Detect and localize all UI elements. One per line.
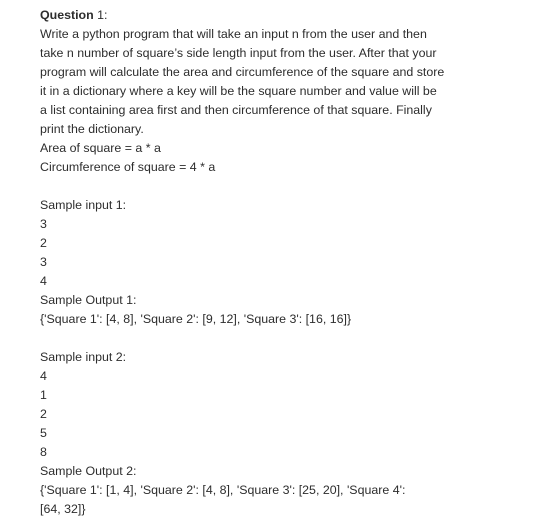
spacer — [40, 329, 510, 348]
formula-circumference: Circumference of square = 4 * a — [40, 160, 216, 174]
spacer — [40, 177, 510, 196]
sample-input-1-value: 4 — [40, 274, 47, 288]
sample-output-1-value: {'Square 1': [4, 8], 'Square 2': [9, 12], 'Square 3': [16, 16]} — [40, 312, 352, 326]
question-heading-number: 1: — [93, 8, 108, 22]
sample-output-2-value: {'Square 1': [1, 4], 'Square 2': [4, 8], 'Square 3': [25, 20], 'Square 4': — [40, 483, 406, 497]
description-line: take n number of square’s side length input from the user. After that your — [40, 46, 437, 60]
question-heading — [40, 6, 510, 25]
description-line: print the dictionary. — [40, 122, 144, 136]
description-line: it in a dictionary where a key will be the square number and value will be — [40, 84, 437, 98]
description-line: Write a python program that will take an input n from the user and then — [40, 27, 427, 41]
sample-input-1-value: 3 — [40, 217, 47, 231]
question-document — [40, 6, 510, 519]
sample-input-2-value: 4 — [40, 369, 47, 383]
sample-input-2-label: Sample input 2: — [40, 350, 127, 364]
sample-output-2-value: [64, 32]} — [40, 502, 86, 516]
sample-input-2-value: 5 — [40, 426, 47, 440]
sample-input-2-value: 2 — [40, 407, 47, 421]
sample-input-2-value: 8 — [40, 445, 47, 459]
sample-input-1-label: Sample input 1: — [40, 198, 127, 212]
sample-input-1-value: 2 — [40, 236, 47, 250]
sample-input-2-value: 1 — [40, 388, 47, 402]
description-line: program will calculate the area and circumference of the square and store — [40, 65, 445, 79]
description-line: a list containing area first and then circumference of that square. Finally — [40, 103, 432, 117]
sample-output-1-label: Sample Output 1: — [40, 293, 137, 307]
formula-area: Area of square = a * a — [40, 141, 161, 155]
sample-input-1-value: 3 — [40, 255, 47, 269]
question-heading-label: Question — [40, 8, 94, 22]
sample-output-2-label: Sample Output 2: — [40, 464, 137, 478]
